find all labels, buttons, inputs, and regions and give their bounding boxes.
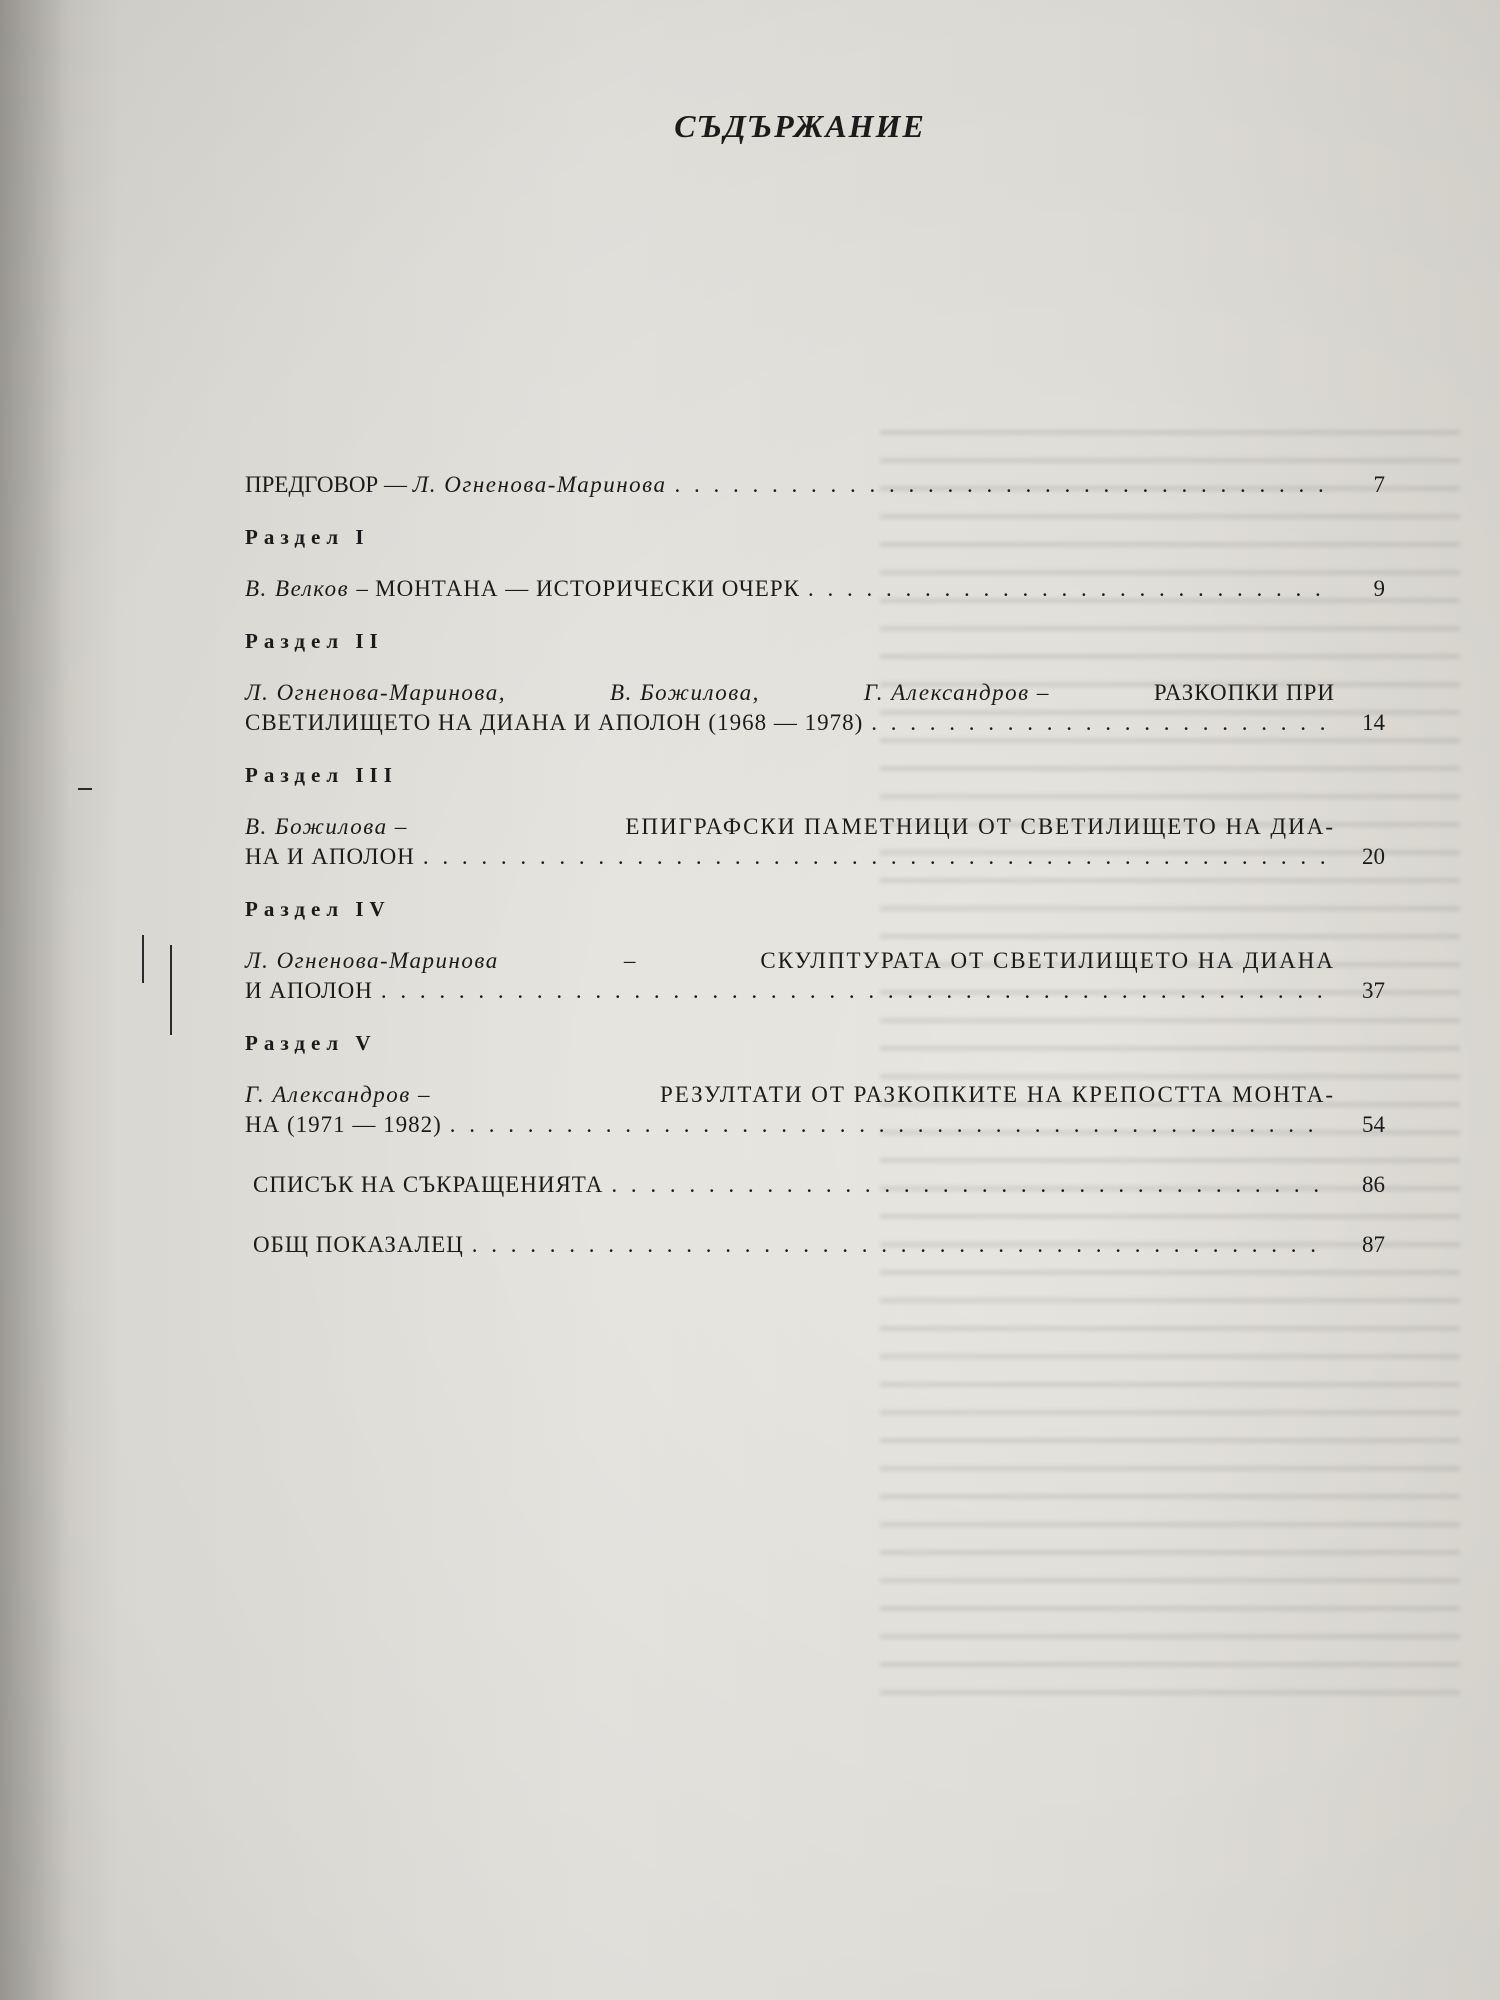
- toc-entry-section-1[interactable]: [245, 574, 1385, 604]
- toc-entry-section-3-line2[interactable]: [245, 842, 1385, 872]
- margin-mark: [170, 945, 172, 1035]
- section-heading: Раздел I: [245, 525, 370, 549]
- page-number: 37: [1362, 978, 1385, 1003]
- toc-entry-section-5-line1[interactable]: [245, 1080, 1385, 1110]
- leader-dots: [423, 842, 1327, 872]
- entry-title: НА (1971 — 1982): [245, 1112, 442, 1137]
- leader-dots: [450, 1110, 1327, 1140]
- entry-author: В. Божилова,: [610, 680, 760, 705]
- section-heading: Раздел II: [245, 629, 384, 653]
- entry-author: В. Божилова –: [245, 814, 408, 839]
- toc-entry-section-2-line1[interactable]: [245, 678, 1385, 708]
- entry-title: РАЗКОПКИ ПРИ: [1153, 680, 1335, 705]
- toc-entry-section-4-line1[interactable]: [245, 946, 1385, 976]
- section-heading: Раздел IV: [245, 897, 391, 921]
- toc-entry-preface[interactable]: [245, 470, 1385, 500]
- page-number: 14: [1362, 710, 1385, 735]
- page-number: 54: [1362, 1112, 1385, 1137]
- entry-label: ПРЕДГОВОР —: [245, 472, 407, 497]
- table-of-contents: [245, 470, 1385, 1260]
- entry-title: И АПОЛОН: [245, 978, 373, 1003]
- section-heading: Раздел V: [245, 1031, 377, 1055]
- entry-author: Л. Огненова-Маринова,: [245, 680, 506, 705]
- entry-author: Г. Александров –: [863, 680, 1050, 705]
- entry-author: Л. Огненова-Маринова: [245, 948, 499, 973]
- margin-mark: [78, 788, 92, 790]
- toc-entry-section-2-line2[interactable]: [245, 708, 1385, 738]
- leader-dots: [611, 1170, 1327, 1200]
- entry-title: СКУЛПТУРАТА ОТ СВЕТИЛИЩЕТО НА ДИАНА: [760, 948, 1335, 973]
- toc-entry-section-5-line2[interactable]: [245, 1110, 1385, 1140]
- entry-author: Г. Александров –: [245, 1082, 431, 1107]
- toc-entry-section-3-line1[interactable]: [245, 812, 1385, 842]
- toc-entry-index[interactable]: [245, 1230, 1385, 1260]
- page-number: 9: [1373, 576, 1385, 601]
- page-number: 20: [1362, 844, 1385, 869]
- page-number: 7: [1373, 472, 1385, 497]
- toc-entry-section-4-line2[interactable]: [245, 976, 1385, 1006]
- entry-title: РЕЗУЛТАТИ ОТ РАЗКОПКИТЕ НА КРЕПОСТТА МОНТА-: [659, 1082, 1335, 1107]
- gutter-shadow: [0, 0, 70, 2000]
- entry-label: СПИСЪК НА СЪКРАЩЕНИЯТА: [253, 1172, 604, 1197]
- entry-dash: –: [623, 948, 636, 973]
- page-number: 87: [1362, 1232, 1385, 1257]
- leader-dots: [871, 708, 1327, 738]
- toc-entry-abbreviations[interactable]: [245, 1170, 1385, 1200]
- entry-title: НА И АПОЛОН: [245, 844, 415, 869]
- margin-mark: [142, 935, 144, 983]
- entry-label: ОБЩ ПОКАЗАЛЕЦ: [253, 1232, 464, 1257]
- entry-author: В. Велков –: [245, 576, 370, 601]
- page-number: 86: [1362, 1172, 1385, 1197]
- section-heading: Раздел III: [245, 763, 398, 787]
- entry-author: Л. Огненова-Маринова: [412, 472, 667, 497]
- leader-dots: [808, 574, 1327, 604]
- leader-dots: [674, 470, 1327, 500]
- leader-dots: [472, 1230, 1327, 1260]
- entry-title: МОНТАНА — ИСТОРИЧЕСКИ ОЧЕРК: [375, 576, 800, 601]
- leader-dots: [381, 976, 1327, 1006]
- entry-title: ЕПИГРАФСКИ ПАМЕТНИЦИ ОТ СВЕТИЛИЩЕТО НА ДИА-: [625, 814, 1335, 839]
- entry-title: СВЕТИЛИЩЕТО НА ДИАНА И АПОЛОН (1968 — 1978): [245, 710, 864, 735]
- page-title: СЪДЪРЖАНИЕ: [674, 108, 926, 144]
